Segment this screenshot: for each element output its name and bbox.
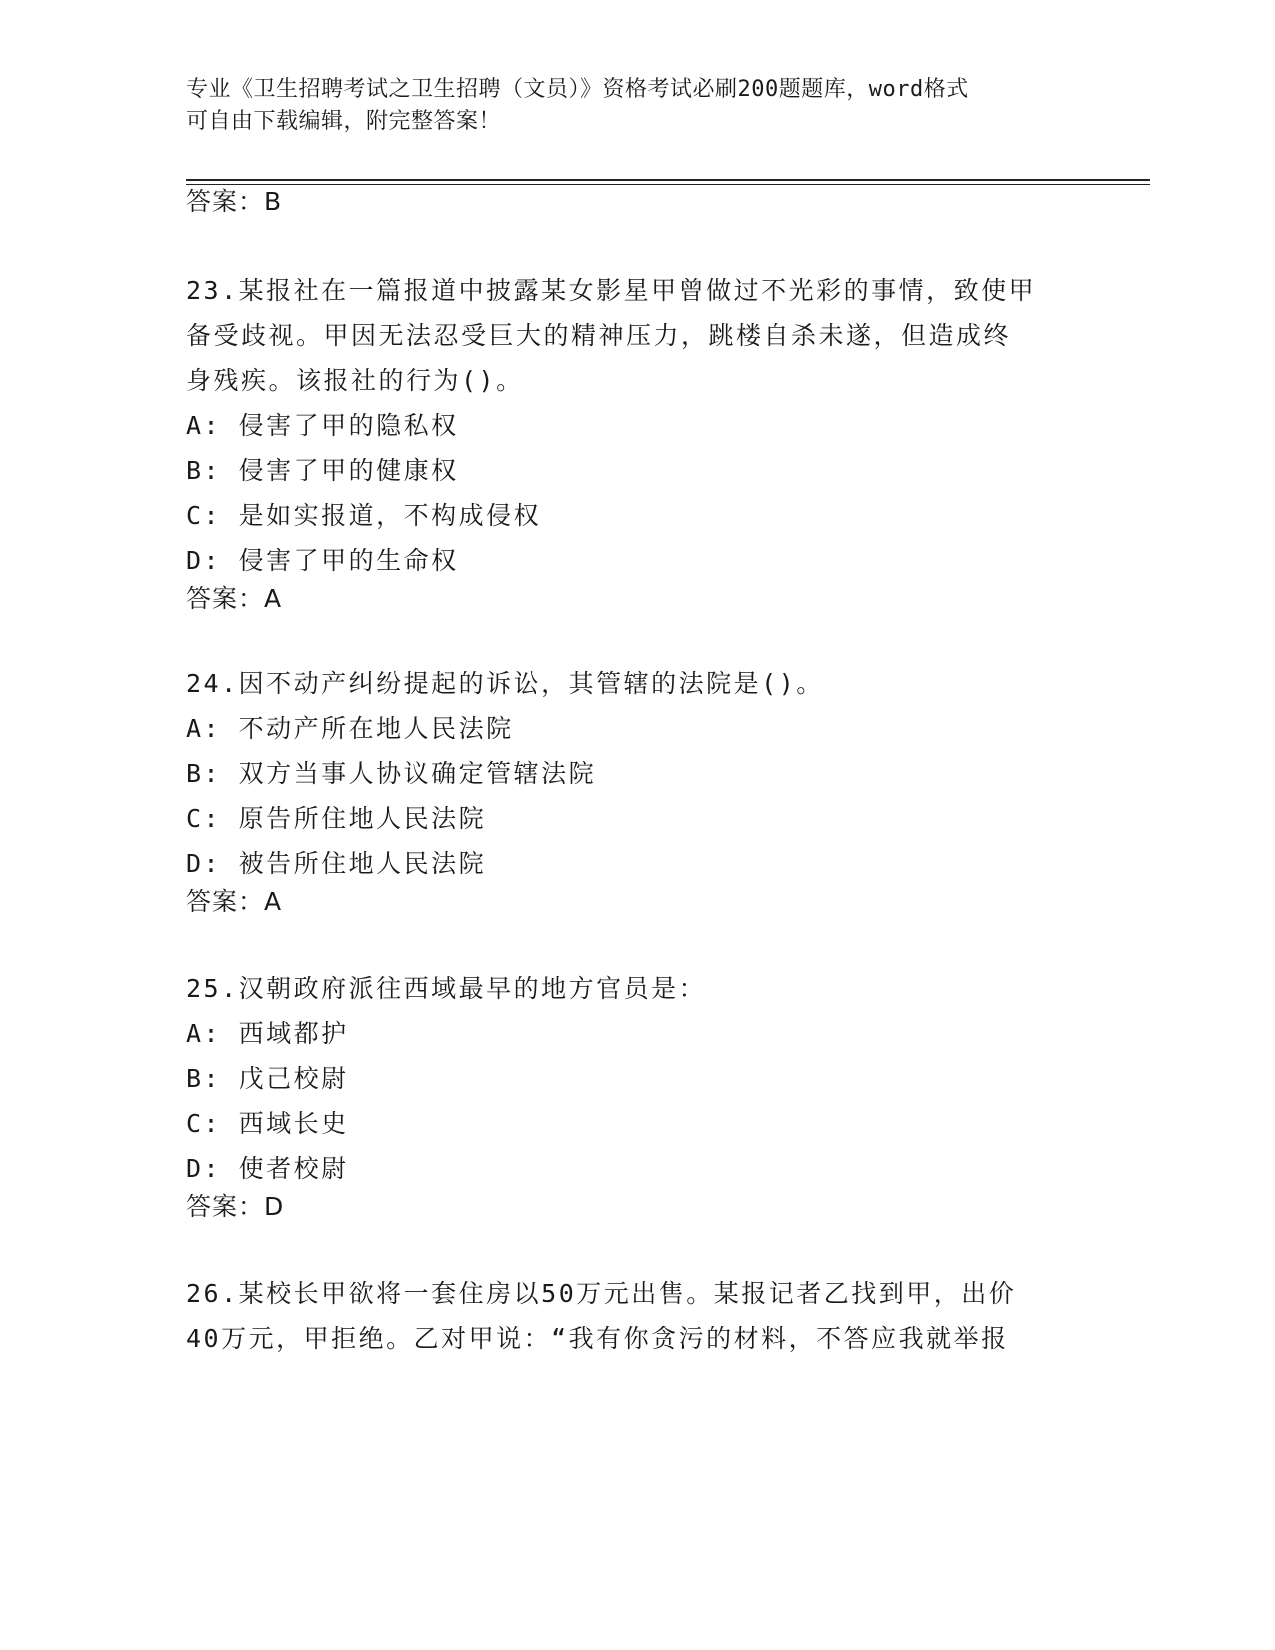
answer: 答案：A: [186, 584, 283, 613]
header-divider: [186, 179, 1150, 181]
option-d: D: 侵害了甲的生命权: [186, 546, 459, 575]
question-25: [186, 966, 1086, 1235]
header-line-2: 可自由下载编辑，附完整答案！: [186, 109, 502, 134]
question-26: [186, 1271, 1086, 1361]
question-line: 40万元，甲拒绝。乙对甲说：“我有你贪污的材料，不答应我就举报: [186, 1324, 1009, 1353]
option-a: A: 侵害了甲的隐私权: [186, 411, 459, 440]
header-line-1: 专业《卫生招聘考试之卫生招聘（文员）》资格考试必刷200题题库，word格式: [186, 77, 969, 102]
option-c: C: 西域长史: [186, 1109, 349, 1138]
question-24: [186, 661, 1086, 930]
question-23: [186, 268, 1086, 627]
option-d: D: 使者校尉: [186, 1154, 349, 1183]
option-c: C: 是如实报道，不构成侵权: [186, 501, 542, 530]
header-divider-thin: [186, 184, 1150, 185]
option-c: C: 原告所住地人民法院: [186, 804, 487, 833]
option-b: B: 侵害了甲的健康权: [186, 456, 459, 485]
option-d: D: 被告所住地人民法院: [186, 849, 487, 878]
question-line: 26.某校长甲欲将一套住房以50万元出售。某报记者乙找到甲，出价: [186, 1279, 1017, 1308]
question-line: 24.因不动产纠纷提起的诉讼，其管辖的法院是()。: [186, 669, 824, 698]
answer-prev: 答案：B: [186, 187, 283, 216]
document-header: [186, 74, 1066, 138]
option-a: A: 西域都护: [186, 1019, 349, 1048]
question-line: 身残疾。该报社的行为()。: [186, 366, 524, 395]
answer: 答案：A: [186, 887, 283, 916]
answer: 答案：D: [186, 1192, 285, 1221]
option-b: B: 双方当事人协议确定管辖法院: [186, 759, 597, 788]
question-line: 备受歧视。甲因无法忍受巨大的精神压力，跳楼自杀未遂，但造成终: [186, 321, 1012, 350]
option-b: B: 戊己校尉: [186, 1064, 349, 1093]
question-line: 25.汉朝政府派往西域最早的地方官员是：: [186, 974, 707, 1003]
question-line: 23.某报社在一篇报道中披露某女影星甲曾做过不光彩的事情，致使甲: [186, 276, 1037, 305]
option-a: A: 不动产所在地人民法院: [186, 714, 514, 743]
